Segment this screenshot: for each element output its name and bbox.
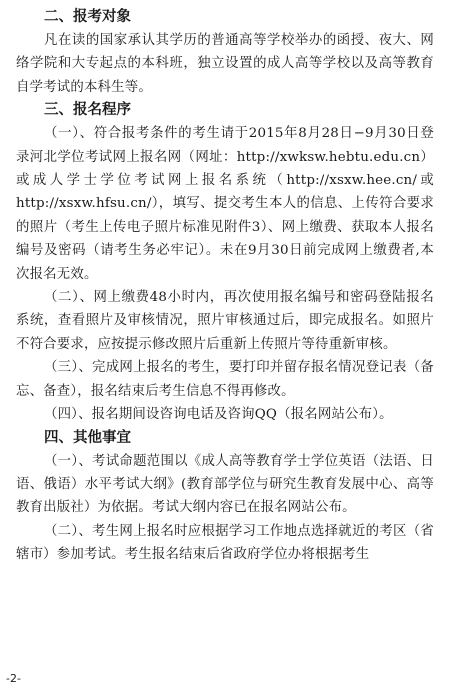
section-heading-other-matters: 四、其他事宜: [44, 429, 131, 446]
paragraph: （三）、完成网上报名的考生，要打印并留存报名情况登记表（备忘、备查），报名结束后考生信息不得再修改。: [16, 360, 434, 399]
paragraph: （一）、符合报考条件的考生请于2015年8月28日−9月30日登录河北学位考试网上报名网（网址：http://xwksw.hebtu.edu.cn）或成人学士学位考试网上报名系统（http://xsxw.hee.cn/或http://xsxw.hfsu.cn/），填写、提交考生本人的信息、上传符合要求的照片（考生上传电子照片标准见附件3）、网上缴费、获取本人报名编号及密码（请考生务必牢记）。未在9月30日前完成网上缴费者,本次报名无效。: [16, 126, 434, 282]
section-heading-registration: 三、报名程序: [44, 102, 131, 119]
document-body: [16, 6, 434, 567]
paragraph: 凡在读的国家承认其学历的普通高等学校举办的函授、夜大、网络学院和大专起点的本科班，独立设置的成人高等学校以及高等教育自学考试的本科生等。: [16, 33, 434, 95]
section-body-registration: [16, 122, 434, 426]
section-body-other-matters: [16, 450, 434, 567]
section-body-applicants: [16, 29, 434, 99]
paragraph: （二）、考生网上报名时应根据学习工作地点选择就近的考区（省辖市）参加考试。考生报名结束后省政府学位办将根据考生: [16, 523, 434, 563]
paragraph: （四）、报名期间设咨询电话及咨询QQ（报名网站公布）。: [44, 407, 393, 423]
page-number: -2-: [6, 672, 21, 685]
paragraph: （一）、考试命题范围以《成人高等教育学士学位英语（法语、日语、俄语）水平考试大纲》(教育部学位与研究生教育发展中心、高等教育出版社）为依据。考试大纲内容已在报名网站公布。: [16, 453, 434, 516]
paragraph: （二）、网上缴费48小时内，再次使用报名编号和密码登陆报名系统，查看照片及审核情况，照片审核通过后，即完成报名。如照片不符合要求，应按提示修改照片后重新上传照片等待重新审核。: [16, 290, 434, 352]
section-heading-applicants: 二、报考对象: [44, 9, 131, 25]
